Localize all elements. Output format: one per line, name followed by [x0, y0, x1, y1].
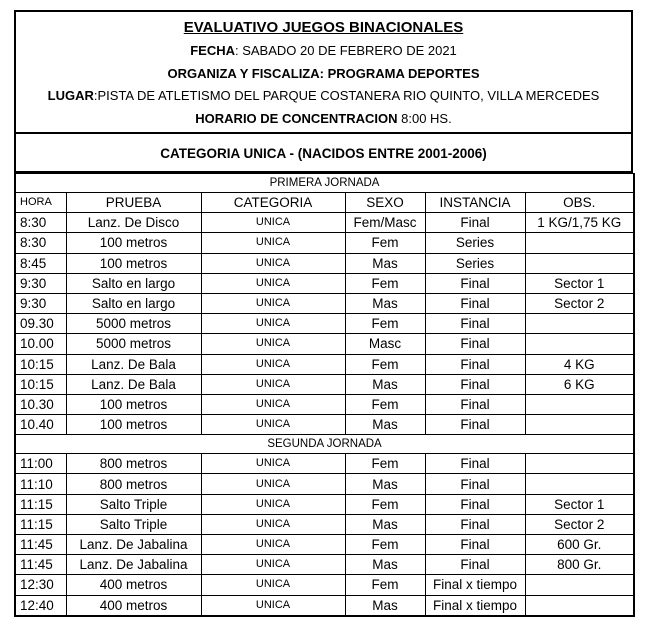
cell-sexo: Fem: [345, 354, 425, 374]
cell-prueba: 800 metros: [66, 454, 201, 474]
table-row: [15, 595, 634, 616]
table-row: [15, 394, 634, 414]
table-row: [15, 415, 634, 435]
cell-instancia: Final: [425, 394, 525, 414]
cell-sexo: Fem: [345, 494, 425, 514]
categoria-line: CATEGORIA UNICA - (NACIDOS ENTRE 2001-2006): [14, 134, 633, 173]
cell-obs: [525, 233, 634, 253]
cell-obs: Sector 2: [525, 514, 634, 534]
cell-instancia: Final x tiempo: [425, 575, 525, 595]
cell-obs: [525, 454, 634, 474]
cell-sexo: Mas: [345, 253, 425, 273]
cell-categoria: UNICA: [201, 394, 345, 414]
table-row: [15, 374, 634, 394]
lugar-line: [16, 85, 631, 108]
cell-sexo: Fem: [345, 273, 425, 293]
cell-sexo: Mas: [345, 474, 425, 494]
lugar-label: LUGAR: [47, 88, 94, 103]
cell-categoria: UNICA: [201, 253, 345, 273]
cell-sexo: Fem/Masc: [345, 213, 425, 233]
cell-prueba: 800 metros: [66, 474, 201, 494]
cell-instancia: Final: [425, 494, 525, 514]
cell-hora: 8:30: [15, 213, 66, 233]
cell-prueba: Salto Triple: [66, 514, 201, 534]
fecha-value: : SABADO 20 DE FEBRERO DE 2021: [234, 43, 457, 58]
cell-categoria: UNICA: [201, 555, 345, 575]
cell-prueba: 400 metros: [66, 595, 201, 616]
cell-hora: 8:30: [15, 233, 66, 253]
cell-categoria: UNICA: [201, 233, 345, 253]
cell-instancia: Final: [425, 454, 525, 474]
cell-categoria: UNICA: [201, 494, 345, 514]
cell-hora: 09.30: [15, 314, 66, 334]
cell-prueba: Salto Triple: [66, 494, 201, 514]
schedule-body: [15, 174, 634, 616]
col-prueba: PRUEBA: [66, 193, 201, 213]
cell-prueba: 5000 metros: [66, 314, 201, 334]
cell-prueba: Salto en largo: [66, 293, 201, 313]
cell-categoria: UNICA: [201, 474, 345, 494]
organiza-line: [16, 63, 631, 86]
cell-prueba: 100 metros: [66, 253, 201, 273]
cell-obs: Sector 1: [525, 494, 634, 514]
cell-hora: 12:40: [15, 595, 66, 616]
table-row: [15, 334, 634, 354]
cell-categoria: UNICA: [201, 535, 345, 555]
cell-instancia: Final: [425, 293, 525, 313]
cell-instancia: Final: [425, 555, 525, 575]
horario-line: [16, 108, 631, 131]
table-row: [15, 514, 634, 534]
col-categoria: CATEGORIA: [201, 193, 345, 213]
cell-categoria: UNICA: [201, 374, 345, 394]
cell-instancia: Final x tiempo: [425, 595, 525, 616]
table-row: [15, 555, 634, 575]
cell-prueba: 100 metros: [66, 415, 201, 435]
cell-hora: 11:15: [15, 494, 66, 514]
cell-obs: 1 KG/1,75 KG: [525, 213, 634, 233]
cell-sexo: Fem: [345, 394, 425, 414]
cell-obs: 6 KG: [525, 374, 634, 394]
cell-obs: [525, 253, 634, 273]
cell-sexo: Fem: [345, 454, 425, 474]
cell-obs: [525, 474, 634, 494]
cell-sexo: Fem: [345, 233, 425, 253]
cell-sexo: Masc: [345, 334, 425, 354]
table-row: [15, 293, 634, 313]
cell-prueba: Salto en largo: [66, 273, 201, 293]
cell-sexo: Mas: [345, 555, 425, 575]
cell-categoria: UNICA: [201, 334, 345, 354]
cell-categoria: UNICA: [201, 314, 345, 334]
cell-prueba: 5000 metros: [66, 334, 201, 354]
cell-categoria: UNICA: [201, 514, 345, 534]
table-row: [15, 233, 634, 253]
cell-hora: 11:45: [15, 535, 66, 555]
cell-obs: [525, 415, 634, 435]
cell-categoria: UNICA: [201, 213, 345, 233]
cell-sexo: Mas: [345, 293, 425, 313]
cell-instancia: Final: [425, 535, 525, 555]
cell-prueba: 400 metros: [66, 575, 201, 595]
jornada-row: [15, 435, 634, 454]
cell-sexo: Mas: [345, 514, 425, 534]
table-row: [15, 535, 634, 555]
cell-instancia: Final: [425, 374, 525, 394]
cell-hora: 10:15: [15, 354, 66, 374]
cell-hora: 12:30: [15, 575, 66, 595]
cell-categoria: UNICA: [201, 273, 345, 293]
event-header: [14, 10, 633, 134]
cell-hora: 11:45: [15, 555, 66, 575]
cell-prueba: 100 metros: [66, 394, 201, 414]
cell-instancia: Final: [425, 354, 525, 374]
cell-obs: Sector 1: [525, 273, 634, 293]
schedule-table: [14, 173, 635, 617]
table-row: [15, 474, 634, 494]
cell-obs: 600 Gr.: [525, 535, 634, 555]
table-row: [15, 354, 634, 374]
cell-categoria: UNICA: [201, 354, 345, 374]
cell-sexo: Mas: [345, 374, 425, 394]
cell-sexo: Fem: [345, 575, 425, 595]
fecha-label: FECHA: [190, 43, 235, 58]
table-row: [15, 454, 634, 474]
jornada-label: PRIMERA JORNADA: [15, 174, 634, 193]
jornada-label: SEGUNDA JORNADA: [15, 435, 634, 454]
col-instancia: INSTANCIA: [425, 193, 525, 213]
cell-instancia: Final: [425, 273, 525, 293]
cell-categoria: UNICA: [201, 293, 345, 313]
cell-prueba: Lanz. De Disco: [66, 213, 201, 233]
cell-instancia: Final: [425, 314, 525, 334]
cell-instancia: Final: [425, 514, 525, 534]
organiza-value: : PROGRAMA DEPORTES: [319, 65, 480, 81]
cell-hora: 10.00: [15, 334, 66, 354]
cell-sexo: Fem: [345, 314, 425, 334]
cell-hora: 10:15: [15, 374, 66, 394]
cell-hora: 10.30: [15, 394, 66, 414]
table-row: [15, 253, 634, 273]
lugar-value: :PISTA DE ATLETISMO DEL PARQUE COSTANERA RIO QUINTO, VILLA MERCEDES: [93, 88, 600, 103]
col-obs: OBS.: [525, 193, 634, 213]
cell-instancia: Final: [425, 474, 525, 494]
cell-obs: [525, 314, 634, 334]
col-hora: HORA: [15, 193, 66, 213]
cell-categoria: UNICA: [201, 454, 345, 474]
schedule-sheet: [14, 10, 633, 617]
table-row: [15, 494, 634, 514]
cell-obs: [525, 595, 634, 616]
table-row: [15, 273, 634, 293]
cell-sexo: Fem: [345, 535, 425, 555]
cell-hora: 8:45: [15, 253, 66, 273]
cell-hora: 11:00: [15, 454, 66, 474]
event-title: EVALUATIVO JUEGOS BINACIONALES: [183, 19, 464, 36]
cell-obs: [525, 334, 634, 354]
organiza-label: ORGANIZA Y FISCALIZA: [167, 65, 320, 81]
table-row: [15, 213, 634, 233]
jornada-row: [15, 174, 634, 193]
cell-prueba: Lanz. De Bala: [66, 374, 201, 394]
cell-categoria: UNICA: [201, 415, 345, 435]
column-header-row: [15, 193, 634, 213]
cell-instancia: Series: [425, 253, 525, 273]
cell-obs: [525, 394, 634, 414]
cell-hora: 11:10: [15, 474, 66, 494]
cell-prueba: 100 metros: [66, 233, 201, 253]
cell-instancia: Final: [425, 213, 525, 233]
cell-hora: 10.40: [15, 415, 66, 435]
cell-hora: 11:15: [15, 514, 66, 534]
cell-instancia: Final: [425, 415, 525, 435]
cell-obs: 4 KG: [525, 354, 634, 374]
cell-obs: Sector 2: [525, 293, 634, 313]
col-sexo: SEXO: [345, 193, 425, 213]
cell-prueba: Lanz. De Jabalina: [66, 535, 201, 555]
table-row: [15, 575, 634, 595]
cell-instancia: Series: [425, 233, 525, 253]
cell-categoria: UNICA: [201, 575, 345, 595]
cell-prueba: Lanz. De Bala: [66, 354, 201, 374]
horario-value: 8:00 HS.: [397, 110, 452, 126]
horario-label: HORARIO DE CONCENTRACION: [195, 110, 398, 126]
cell-categoria: UNICA: [201, 595, 345, 616]
cell-hora: 9:30: [15, 273, 66, 293]
cell-obs: [525, 575, 634, 595]
fecha-line: [16, 40, 631, 63]
cell-prueba: Lanz. De Jabalina: [66, 555, 201, 575]
cell-hora: 9:30: [15, 293, 66, 313]
cell-sexo: Mas: [345, 415, 425, 435]
table-row: [15, 314, 634, 334]
cell-sexo: Mas: [345, 595, 425, 616]
cell-instancia: Final: [425, 334, 525, 354]
cell-obs: 800 Gr.: [525, 555, 634, 575]
